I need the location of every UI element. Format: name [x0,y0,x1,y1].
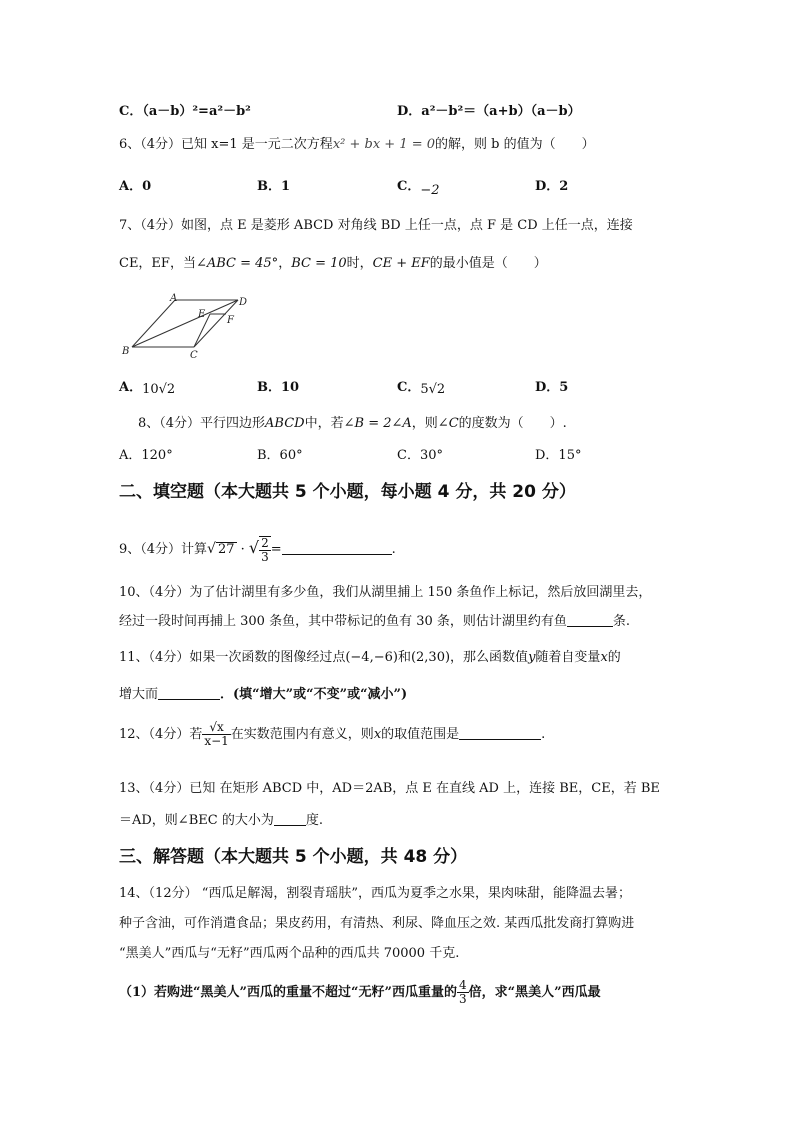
label-c: C [190,350,198,361]
edge-ab [132,300,175,347]
q13-line2 [119,811,323,830]
q7-line2-d: 的最小值是（ ） [429,256,547,271]
q7-line2-b: ， [278,256,292,271]
q6-equation: x² + bx + 1 = 0 [332,137,436,152]
q7-bc: BC = 10 [291,256,347,271]
q9-sqrt27: 27 [217,542,235,557]
diagonal-bd [132,300,238,347]
q7-option-c [397,379,445,397]
q14-frac-num: 4 [458,978,467,992]
q12-fraction [202,721,230,748]
q13-answer-blank[interactable] [274,811,306,826]
q9-frac-den: 3 [261,549,269,564]
q12-end: . [541,727,546,742]
q6-option-d: D．2 [535,179,569,194]
q7-option-a [119,379,175,397]
q10-answer-blank[interactable] [567,612,613,627]
section-fill-in-title: 二、填空题（本大题共 5 个小题，每小题 4 分，共 20 分） [119,482,576,502]
q11-line2-a: 增大而 [119,687,159,702]
q11-line1-a: 11、（4分）如果一次函数的图像经过点 [119,650,346,665]
q7-option-c-value: 5√2 [420,382,446,397]
q13-line2-a: ＝AD，则∠BEC 的大小为 [119,813,274,828]
q11-line2-b: ．(填“增大”或“不变”或“减小”) [220,687,408,702]
q8-stem [138,415,567,433]
q9-stem-text: 9、（4分）计算 [119,542,208,557]
q7-angle: ∠ABC = 45° [195,256,279,271]
q14-sub1-b: 倍，求“黑美人”西瓜最 [468,985,601,1000]
q7-expr: CE + EF [372,256,430,271]
q11-line2 [119,685,407,704]
q8-stem-d: 的度数为（ ）. [458,416,567,431]
q8-option-d: D．15° [535,448,582,463]
q7-line2-a: CE，EF，当 [119,256,196,271]
q5-option-d: D．a²－b²＝（a+b）（a－b） [397,104,581,119]
q11-line1-b: 和 [397,650,411,665]
q11-line1 [119,649,621,667]
q9-end: . [391,542,396,557]
q11-line1-c: ，那么函数值 [450,650,529,665]
q6-stem-a: 6、（4分）已知 x=1 是一元二次方程 [119,137,333,152]
q8-stem-c: ，则 [411,416,438,431]
q8-option-b: B．60° [257,448,303,463]
q7-option-a-label: A． [119,380,143,395]
q8-abcd: ABCD [265,416,305,431]
label-a: A [170,293,178,304]
q13-line1: 13、（4分）已知 在矩形 ABCD 中，AD＝2AB，点 E 在直线 AD 上，连接 BE，CE，若 BE [119,781,660,796]
label-d: D [239,297,248,308]
q7-option-b: B．10 [257,380,300,395]
label-f: F [227,315,234,326]
q14-frac-den: 3 [458,992,467,1006]
q10-line2-a: 经过一段时间再捕上 300 条鱼，其中带标记的鱼有 30 条，则估计湖里约有鱼 [119,614,567,629]
q11-line1-e: 的 [607,650,621,665]
q10-line2-b: 条. [612,614,631,629]
q12-frac-den: x−1 [204,734,229,748]
q8-stem-b: 中，若 [304,416,344,431]
q12-frac-num: √x [202,721,230,735]
q6-stem-b: 的解，则 b 的值为（ ） [435,137,595,152]
q6-option-a: A．0 [119,179,152,194]
q6-option-c-value: −2 [420,183,440,198]
q9-answer-blank[interactable] [282,540,392,555]
q7-line2-c: 时， [346,256,373,271]
rhombus-figure [118,292,258,362]
q7-line1: 7、（4分）如图，点 E 是菱形 ABCD 对角线 BD 上任一点，点 F 是 CD 上任一点，连接 [119,218,633,233]
q13-line2-b: 度. [305,813,323,828]
q10-line1: 10、（4分）为了估计湖里有多少鱼，我们从湖里捕上 150 条鱼作上标记，然后放回湖里去， [119,585,652,600]
q12-stem-b: 在实数范围内有意义，则 [230,727,374,742]
q12-x: x [373,727,382,742]
q9-stem: 9、（4分）计算√ 27 · √ $\frac{2}{3}$ = . [119,535,396,564]
q7-option-c-label: C． [397,380,421,395]
q11-point2: (2,30) [410,650,451,665]
q12-stem-c: 的取值范围是 [381,727,460,742]
q14-sub1 [119,975,601,1011]
q11-answer-blank[interactable] [158,685,220,700]
q8-option-c: C．30° [397,448,443,463]
q11-x: x [600,650,608,665]
q11-point1: (−4,−6) [345,650,398,665]
q7-option-a-value: 10√2 [142,382,176,397]
label-b: B [122,346,130,357]
q6-option-c-label: C． [397,179,421,194]
q8-option-a: A．120° [119,448,173,463]
q6-option-b: B．1 [257,179,291,194]
q12-stem-a: 12、（4分）若 [119,727,203,742]
q12-answer-blank[interactable] [459,725,541,740]
q14-line1: 14、（12分） “西瓜足解渴，割裂青瑶肤”，西瓜为夏季之水果，果肉味甜，能降温去暑； [119,886,632,901]
q11-line1-d: 随着自变量 [535,650,601,665]
q14-fraction [457,979,469,1006]
q11-y: y [528,650,536,665]
q10-line2 [119,612,630,631]
q9-eq: = [270,542,282,557]
q9-frac-num: 2 [261,535,269,550]
q14-sub1-a: （1）若购进“黑美人”西瓜的重量不超过“无籽”西瓜重量的 [119,985,457,1000]
q6-stem [119,136,595,154]
q12-stem [119,720,545,750]
section-solutions-title: 三、解答题（本大题共 5 个小题，共 48 分） [119,847,468,867]
q14-line3: “黑美人”西瓜与“无籽”西瓜两个品种的西瓜共 70000 千克. [119,946,460,961]
q9-fraction [259,536,271,564]
label-e: E [198,309,206,320]
q7-option-d: D．5 [535,380,569,395]
q7-line2 [119,255,547,273]
q8-stem-a: 8、（4分）平行四边形 [138,416,266,431]
q5-option-c: C．（a－b）²=a²－b² [119,104,251,119]
q6-option-c [397,178,440,196]
q14-line2: 种子含油，可作消遣食品；果皮药用，有清热、利尿、降血压之效. 某西瓜批发商打算购进 [119,916,635,931]
q8-cond: ∠B = 2∠A [343,416,412,431]
q8-angle-c: ∠C [437,416,459,431]
